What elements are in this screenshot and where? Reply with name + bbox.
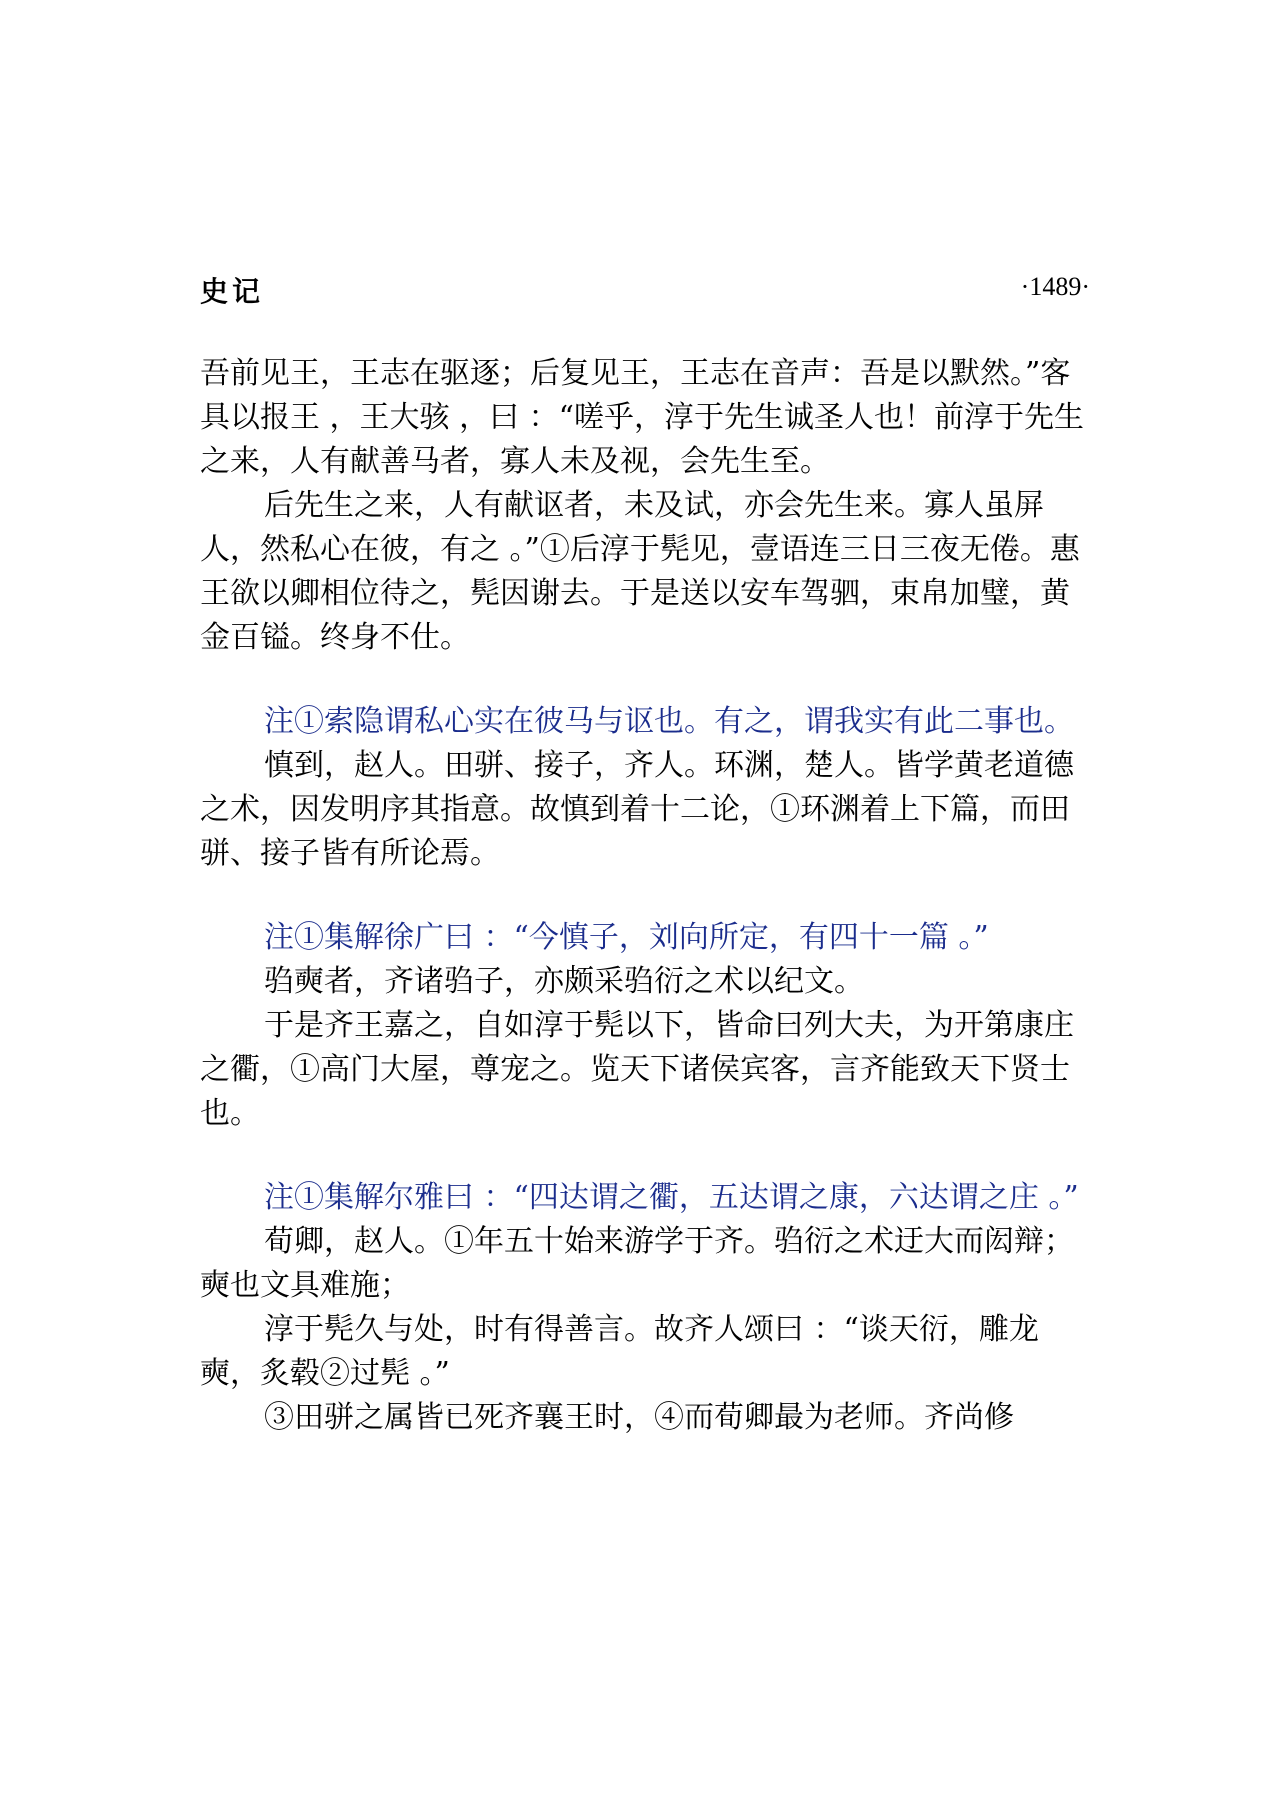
book-title: 史记 <box>200 275 265 308</box>
paragraph: ③田骈之属皆已死齐襄王时，④而荀卿最为老师。齐尚修 <box>264 1400 1014 1435</box>
page-header <box>200 270 1090 310</box>
footnote: 注①索隐谓私心实在彼马与讴也。有之，谓我实有此二事也。 <box>264 704 1074 739</box>
paragraph: 后先生之来，人有献讴者，未及试，亦会先生来。寡人虽屏人，然私心在彼，有之 。”①后淳于髡见，壹语连三日三夜无倦。惠王欲以卿相位待之，髡因谢去。于是送以安车驾驷，束帛加璧，黄金百镒。终身不仕。 <box>200 488 1080 655</box>
footnote: 注①集解尔雅曰 ：“四达谓之衢，五达谓之康，六达谓之庄 。” <box>264 1180 1079 1215</box>
paragraph: 驺奭者，齐诸驺子，亦颇采驺衍之术以纪文。 <box>264 964 864 999</box>
paragraph: 吾前见王，王志在驱逐；后复见王，王志在音声：吾是以默然。”客具以报王 ，王大骇 ，曰 ：“嗟乎，淳于先生诚圣人也！前淳于先生之来，人有献善马者，寡人未及视，会先生至。 <box>200 356 1084 479</box>
page-body <box>200 352 1090 1440</box>
paragraph: 于是齐王嘉之，自如淳于髡以下，皆命曰列大夫，为开第康庄之衢，①高门大屋，尊宠之。览天下诸侯宾客，言齐能致天下贤士也。 <box>200 1008 1074 1131</box>
paragraph: 淳于髡久与处，时有得善言。故齐人颂曰 ：“谈天衍，雕龙奭，炙毂②过髡 。” <box>200 1312 1039 1391</box>
paragraph: 慎到，赵人。田骈、接子，齐人。环渊，楚人。皆学黄老道德之术，因发明序其指意。故慎到着十二论，①环渊着上下篇，而田骈、接子皆有所论焉。 <box>200 748 1074 871</box>
paragraph: 荀卿，赵人。①年五十始来游学于齐。驺衍之术迂大而闳辩；奭也文具难施； <box>200 1224 1074 1303</box>
footnote: 注①集解徐广曰 ：“今慎子，刘向所定，有四十一篇 。” <box>264 920 989 955</box>
page-number: ·1489· <box>1020 272 1090 301</box>
